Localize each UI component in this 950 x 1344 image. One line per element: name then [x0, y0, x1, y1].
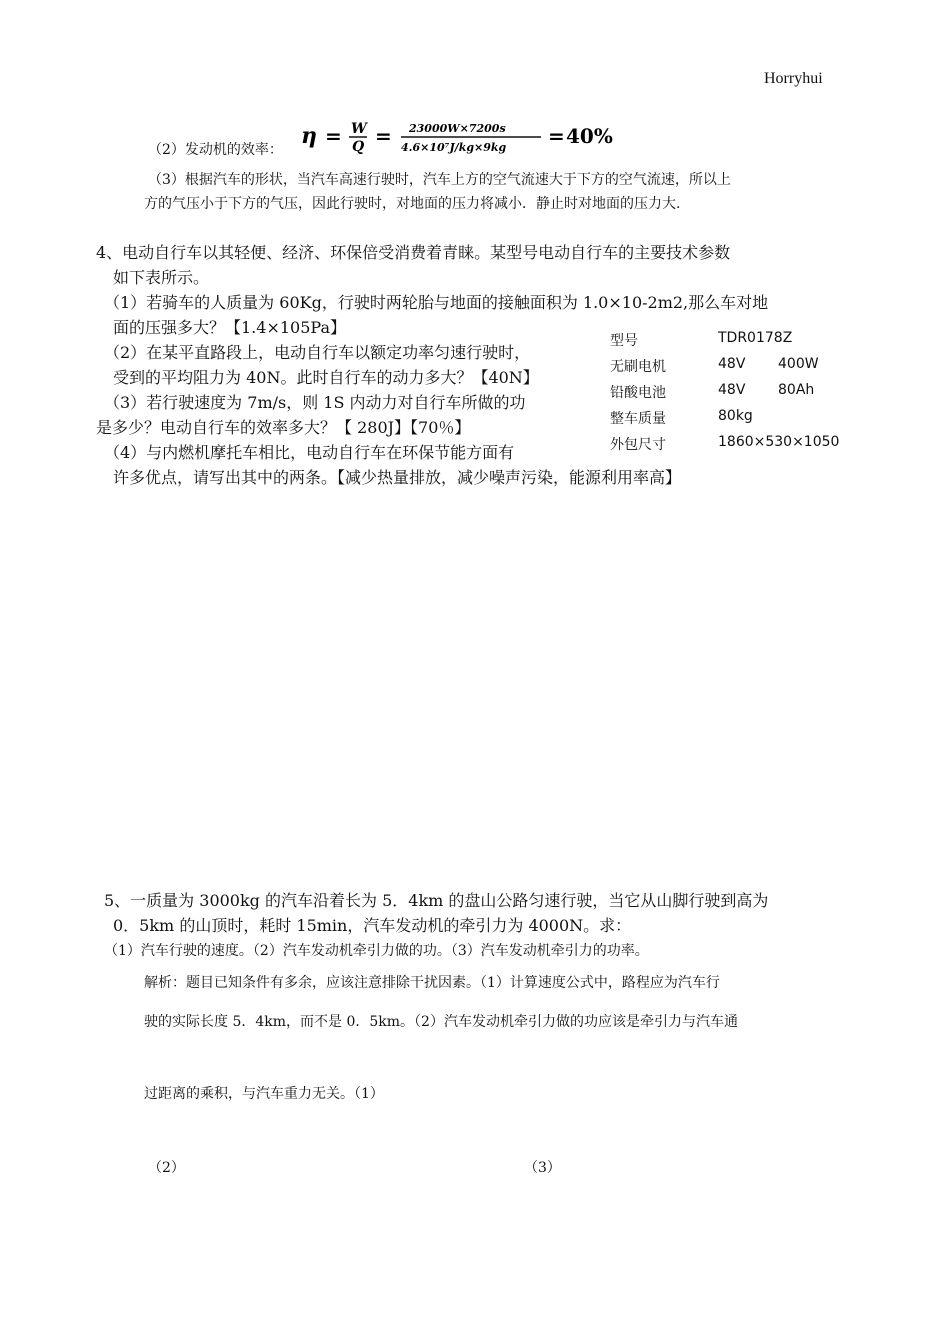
- q4-stem-line1: 4、电动自行车以其轻便、经济、环保倍受消费着青睐。某型号电动自行车的主要技术参数: [96, 243, 731, 262]
- spec-value-extra: 80Ah: [778, 382, 815, 398]
- spec-value: 48V: [718, 356, 746, 372]
- formula-frac1-num: W: [351, 121, 367, 137]
- q4-sub3-line2: 是多少？电动自行车的效率多大？【 280J】【70％】: [96, 418, 471, 437]
- q3-part2-label: （2）发动机的效率：: [148, 142, 283, 158]
- formula-frac2-num: 23000W×7200s: [409, 122, 506, 135]
- spec-key: 型号: [610, 333, 638, 349]
- spec-value: 80kg: [718, 408, 753, 424]
- q5-answer-label-2: （2）: [148, 1160, 185, 1176]
- q5-stem-line1: 5、一质量为 3000kg 的汽车沿着长为 5．4km 的盘山公路匀速行驶，当它从山脚行驶到高为: [104, 891, 769, 910]
- q5-analysis-line2: 驶的实际长度 5．4km，而不是 0．5km。（2）汽车发动机牵引力做的功应该是牵引力与汽车通: [144, 1014, 738, 1030]
- q4-sub1-line1: （1）若骑车的人质量为 60Kg，行驶时两轮胎与地面的接触面积为 1.0×10-2m2,那么车对地: [104, 293, 769, 312]
- formula-eq1: =: [325, 124, 342, 148]
- spec-value: TDR0178Z: [718, 330, 793, 346]
- spec-key: 铅酸电池: [610, 385, 666, 401]
- formula-frac1-den: Q: [352, 139, 365, 155]
- spec-value-extra: 400W: [778, 356, 819, 372]
- spec-value: 1860×530×1050: [718, 434, 840, 450]
- q4-sub3-line1: （3）若行驶速度为 7m/s，则 1S 内动力对自行车所做的功: [104, 393, 526, 412]
- q4-sub2-line2: 受到的平均阻力为 40N。此时自行车的动力多大？【40N】: [113, 368, 539, 387]
- spec-key: 整车质量: [610, 411, 666, 427]
- spec-key: 外包尺寸: [610, 437, 666, 453]
- q4-sub4-line2: 许多优点，请写出其中的两条。【减少热量排放，减少噪声污染，能源利用率高】: [113, 468, 682, 487]
- page-header-author: Horryhui: [764, 70, 823, 87]
- q4-sub1-line2: 面的压强多大？【1.4×105Pa】: [113, 318, 346, 337]
- q3-part3-line1: （3）根据汽车的形状，当汽车高速行驶时，汽车上方的空气流速大于下方的空气流速，所以上: [148, 172, 731, 188]
- formula-eq2: =: [375, 124, 392, 148]
- q4-sub2-line1: （2）在某平直路段上，电动自行车以额定功率匀速行驶时，: [104, 343, 531, 362]
- spec-key: 无刷电机: [610, 359, 666, 375]
- formula-eq3: =: [548, 124, 565, 148]
- q5-analysis-line1: 解析：题目已知条件有多余，应该注意排除干扰因素。（1）计算速度公式中，路程应为汽车行: [144, 975, 720, 991]
- q5-answer-label-3: （3）: [524, 1160, 561, 1176]
- spec-value: 48V: [718, 382, 746, 398]
- q5-sub-questions: （1）汽车行驶的速度。（2）汽车发动机牵引力做的功。（3）汽车发动机牵引力的功率。: [104, 943, 649, 959]
- q5-analysis-line3: 过距离的乘积，与汽车重力无关。（1）: [144, 1086, 384, 1102]
- q4-sub4-line1: （4）与内燃机摩托车相比，电动自行车在环保节能方面有: [104, 443, 515, 462]
- q5-stem-line2: 0．5km 的山顶时，耗时 15min，汽车发动机的牵引力为 4000N。求：: [113, 916, 632, 935]
- formula-eta: η: [301, 123, 317, 149]
- formula-result: 40%: [566, 124, 613, 148]
- efficiency-formula: [301, 118, 621, 158]
- q4-stem-line2: 如下表所示。: [113, 268, 210, 287]
- q3-part3-line2: 方的气压小于下方的气压，因此行驶时，对地面的压力将减小．静止时对地面的压力大.: [144, 196, 681, 212]
- formula-frac2-den: 4.6×10⁷J/kg×9kg: [401, 141, 507, 154]
